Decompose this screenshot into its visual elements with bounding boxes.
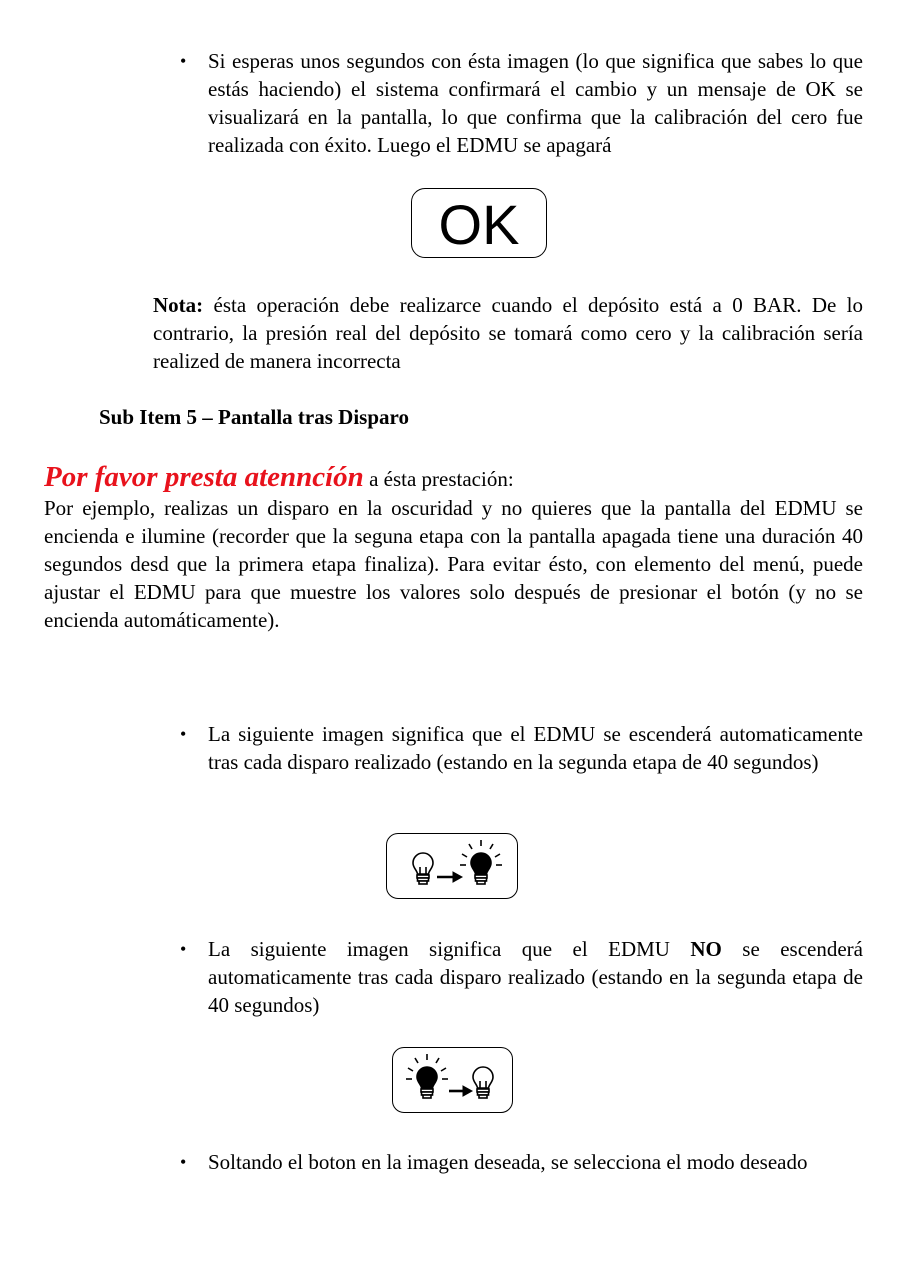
bullet-dot: • <box>180 1152 187 1172</box>
ok-display-image <box>411 188 547 258</box>
bullet-dot: • <box>180 51 187 71</box>
note-label: Nota: <box>153 293 204 317</box>
explanation-paragraph: Por ejemplo, realizas un disparo en la oscuridad y no quieres que la pantalla del EDMU se encienda e ilumine (recorder que la seguna etapa con la pantalla apagada tiene una duración 40 segundos desd que la primera etapa finaliza). Para evitar ésto, con elemento del menú, puede ajustar el EDMU para que muestre los valores solo después de presionar el botón (y no se encienda automáticamente). <box>44 496 863 632</box>
bullet-dot: • <box>180 939 187 959</box>
attention-rest: a ésta prestación: <box>363 467 514 491</box>
ok-display-label: OK <box>438 193 520 256</box>
bullet-text-zero-calibration: Si esperas unos segundos con ésta imagen (lo que significa que sabes lo que estás haciendo) el sistema confirmará el cambio y un mensaje de OK se visualizará en la pantalla, lo que confirma que la calibración del cero fue realizada con éxito. Luego el EDMU se apagará <box>208 49 863 157</box>
bullet-text-no-auto-on: La siguiente imagen significa que el EDMU NO se escenderá automaticamente tras cada disparo realizado (estando en la segunda etapa de 40 segundos) <box>208 937 863 1017</box>
attention-title: Por favor presta atenncíón <box>44 461 364 493</box>
no-emphasis: NO <box>690 937 722 961</box>
note-text: ésta operación debe realizarce cuando el depósito está a 0 BAR. De lo contrario, la presión real del depósito se tomará como cero y la calibración sería realized de manera incorrecta <box>153 293 863 373</box>
bullet-text-auto-on: La siguiente imagen significa que el EDMU se escenderá automaticamente tras cada disparo realizado (estando en la segunda etapa de 40 segundos) <box>208 722 863 774</box>
bulb-on-arrow-bulb-off-icon <box>392 1047 513 1113</box>
bullet-text-release-button: Soltando el boton en la imagen deseada, se selecciona el modo deseado <box>208 1150 808 1174</box>
note-paragraph <box>153 291 863 375</box>
sub-item-heading: Sub Item 5 – Pantalla tras Disparo <box>99 405 409 429</box>
bulb-off-arrow-bulb-on-icon <box>386 833 518 899</box>
attention-line <box>44 461 514 495</box>
bullet-dot: • <box>180 724 187 744</box>
